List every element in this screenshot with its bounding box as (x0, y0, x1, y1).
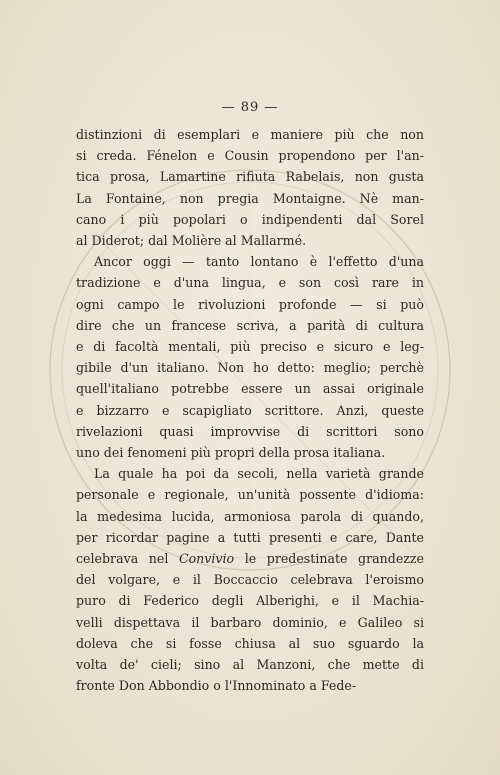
text-line: volta de' cieli; sino al Manzoni, che mette di (76, 657, 424, 673)
text-line: tradizione e d'una lingua, e son così rare in (76, 275, 424, 291)
text-line: fronte Don Abbondio o l'Innominato a Fede- (76, 678, 357, 694)
text-line: la medesima lucida, armoniosa parola di quando, (76, 508, 424, 524)
text-line: La quale ha poi da secoli, nella varietà grande (94, 466, 424, 482)
text-line: puro di Federico degli Alberighi, e il Machia- (76, 593, 424, 609)
text-line: si creda. Fénelon e Cousin propendono per l'an- (76, 148, 424, 164)
text-line: gibile d'un italiano. Non ho detto: meglio; perchè (76, 360, 424, 376)
text-line: tica prosa, Lamartine rifiuta Rabelais, non gusta (76, 169, 424, 185)
text-line: dire che un francese scriva, a parità di cultura (76, 317, 424, 333)
text-line: e di facoltà mentali, più preciso e sicuro e leg- (76, 339, 424, 355)
text-line: del volgare, e il Boccaccio celebrava l'eroismo (76, 572, 424, 588)
text-line: personale e regionale, un'unità possente d'idioma: (76, 487, 424, 503)
text-line: quell'italiano potrebbe essere un assai originale (76, 381, 424, 397)
body-text (76, 124, 424, 696)
text-line: celebrava nel Convivio le predestinate grandezze (76, 551, 424, 567)
text-line: e bizzarro e scapigliato scrittore. Anzi, queste (76, 402, 424, 418)
text-line: uno dei fenomeni più propri della prosa italiana. (76, 445, 386, 461)
text-line: ogni campo le rivoluzioni profonde — si può (76, 296, 424, 312)
text-line: al Diderot; dal Molière al Mallarmé. (76, 233, 307, 249)
text-line: distinzioni di esemplari e maniere più che non (76, 127, 424, 142)
paragraph (76, 251, 424, 463)
text-line: La Fontaine, non pregia Montaigne. Nè man- (76, 190, 424, 206)
paragraph (76, 463, 424, 696)
paragraph (76, 124, 424, 251)
text-line: per ricordar pagine a tutti presenti e care, Dante (76, 529, 424, 545)
text-line: velli dispettava il barbaro dominio, e Galileo si (76, 614, 424, 630)
text-line: cano i più popolari o indipendenti dal Sorel (76, 211, 424, 227)
text-line: doleva che si fosse chiusa al suo sguardo la (76, 635, 424, 651)
text-line: Ancor oggi — tanto lontano è l'effetto d'una (94, 254, 424, 270)
text-line: rivelazioni quasi improvvise di scrittori sono (76, 423, 424, 439)
page-number: — 89 — (221, 100, 279, 115)
